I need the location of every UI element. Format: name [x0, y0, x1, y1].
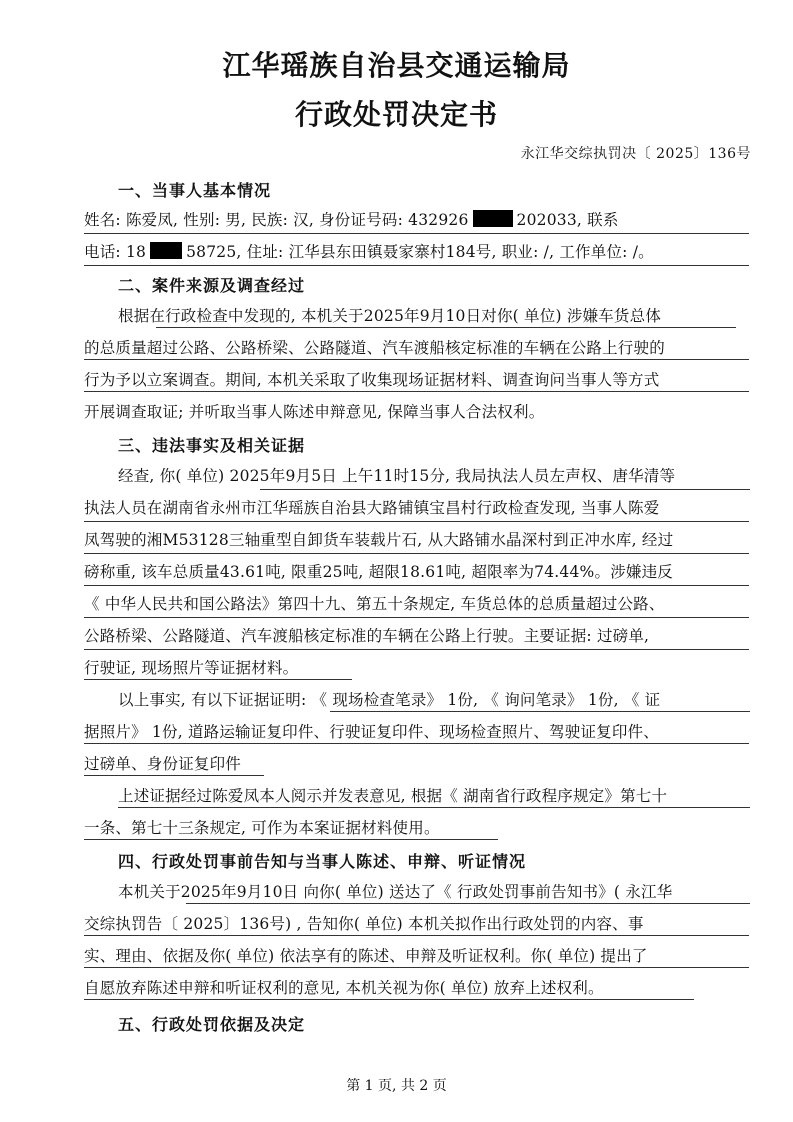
- facts-line-6: 公路桥梁、公路隧道、汽车渡船核定标准的车辆在公路上行驶。主要证据: 过磅单,: [84, 627, 650, 645]
- underline: [84, 679, 352, 680]
- underline: [84, 521, 749, 522]
- underline: [84, 743, 749, 744]
- source-line-4: 开展调查取证; 并听取当事人陈述申辩意见, 保障当事人合法权利。: [84, 403, 545, 421]
- section-heading-notice: 四、行政处罚事前告知与当事人陈述、申辩、听证情况: [118, 852, 527, 871]
- party-line-2: [84, 240, 749, 264]
- party-text-2a: 电话: 18: [84, 243, 147, 261]
- facts-line-1: 经查, 你( 单位) 2025年9月5日 上午11时15分, 我局执法人员左声权、唐华清等: [118, 467, 676, 485]
- page-number: 第 1 页, 共 2 页: [346, 1078, 447, 1094]
- underline: [84, 391, 749, 392]
- notice-line-1: 本机关于2025年9月10日 向你( 单位) 送达了《 行政处罚事前告知书》( 永江华: [118, 883, 673, 901]
- underline: [118, 807, 750, 808]
- agency-title: 江华瑶族自治县交通运输局: [222, 49, 571, 82]
- notice-line-2: 交综执罚告〔 2025〕136号) , 告知你( 单位) 本机关拟作出行政处罚的内容、事: [84, 915, 644, 933]
- section-heading-decision: 五、行政处罚依据及决定: [118, 1015, 306, 1034]
- underline: [84, 839, 498, 840]
- underline: [84, 233, 749, 234]
- party-text-1a: 姓名: 陈爱凤, 性别: 男, 民族: 汉, 身份证号码: 432926: [84, 211, 469, 229]
- underline: [84, 649, 749, 650]
- document-number: 永江华交综执罚决〔 2025〕136号: [520, 146, 751, 162]
- source-line-1: 根据在行政检查中发现的, 本机关于2025年9月10日对你( 单位) 涉嫌车货总体: [118, 307, 662, 325]
- document-type-title: 行政处罚决定书: [294, 98, 498, 131]
- redaction-block-id: [473, 210, 513, 227]
- source-line-2: 的总质量超过公路、公路桥梁、公路隧道、汽车渡船核定标准的车辆在公路上行驶的: [84, 339, 665, 357]
- redaction-block-phone: [150, 242, 182, 259]
- party-text-1b: 202033, 联系: [516, 211, 619, 229]
- underline: [84, 617, 749, 618]
- underline: [84, 967, 749, 968]
- underline: [186, 903, 750, 904]
- party-line-1: [84, 208, 749, 232]
- evidence-line-4: 上述证据经过陈爱凤本人阅示并发表意见, 根据《 湖南省行政程序规定》第七十: [118, 787, 668, 805]
- evidence-line-3: 过磅单、身份证复印件: [84, 755, 242, 773]
- notice-line-4: 自愿放弃陈述申辩和听证权利的意见, 本机关视为你( 单位) 放弃上述权利。: [84, 979, 604, 997]
- underline: [330, 711, 750, 712]
- section-heading-facts: 三、违法事实及相关证据: [118, 436, 306, 455]
- facts-line-2: 执法人员在湖南省永州市江华瑶族自治县大路铺镇宝昌村行政检查发现, 当事人陈爱: [84, 499, 660, 517]
- underline: [84, 265, 749, 266]
- underline: [260, 489, 750, 490]
- notice-line-3: 实、理由、依据及你( 单位) 依法享有的陈述、申辩及听证权利。你( 单位) 提出了: [84, 947, 648, 965]
- underline: [84, 999, 694, 1000]
- underline: [84, 359, 749, 360]
- section-heading-party: 一、当事人基本情况: [118, 181, 272, 200]
- evidence-line-2: 据照片》 1份, 道路运输证复印件、行驶证复印件、现场检查照片、驾驶证复印件、: [84, 723, 659, 741]
- underline: [84, 585, 749, 586]
- facts-line-5: 《 中华人民共和国公路法》第四十九、第五十条规定, 车货总体的总质量超过公路、: [84, 595, 665, 613]
- party-text-2b: 58725, 住址: 江华县东田镇聂家寨村184号, 职业: /, 工作单位: /。: [186, 243, 654, 261]
- underline: [84, 775, 264, 776]
- facts-line-7: 行驶证, 现场照片等证据材料。: [84, 659, 299, 677]
- source-line-3: 行为予以立案调查。期间, 本机关采取了收集现场证据材料、调查询问当事人等方式: [84, 371, 660, 389]
- facts-line-4: 磅称重, 该车总质量43.61吨, 限重25吨, 超限18.61吨, 超限率为74.44%。涉嫌违反: [84, 563, 673, 581]
- facts-line-3: 凤驾驶的湘M53128三轴重型自卸货车装载片石, 从大路铺水晶深村到正冲水库, 经过: [84, 531, 674, 549]
- underline: [84, 935, 749, 936]
- evidence-line-1: 以上事实, 有以下证据证明: 《 现场检查笔录》 1份, 《 询问笔录》 1份, 《 证: [118, 691, 661, 709]
- section-heading-source: 二、案件来源及调查经过: [118, 276, 306, 295]
- underline: [156, 327, 736, 328]
- underline: [84, 553, 749, 554]
- evidence-line-5: 一条、第七十三条规定, 可作为本案证据材料使用。: [84, 819, 440, 837]
